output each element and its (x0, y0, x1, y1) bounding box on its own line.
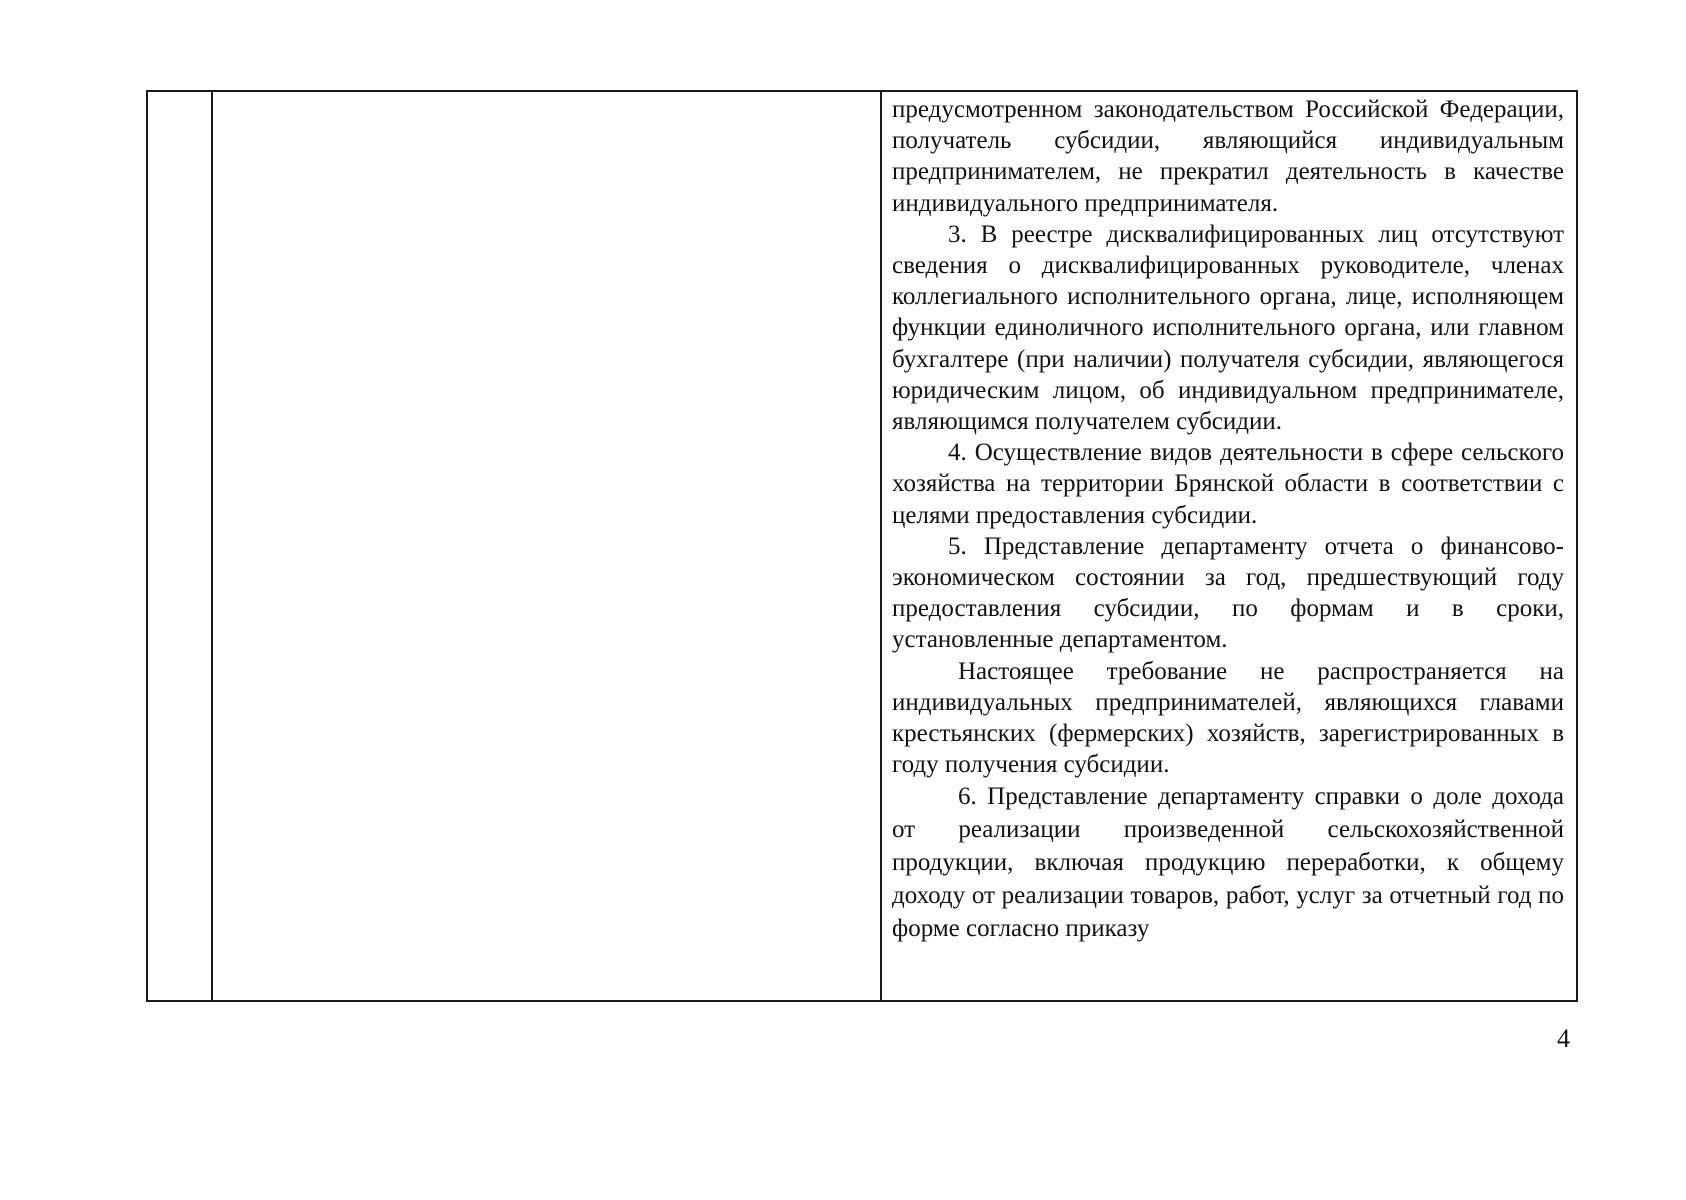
paragraph-item-3: 3. В реестре дисквалифицированных лиц отсутствуют сведения о дисквалифицированных руководителе, членах коллегиального исполнительного органа, лице, исполняющем функции единоличного исполнительного органа, или главном бухгалтере (при наличии) получателя субсидии, являющегося юридическим лицом, об индивидуальном предпринимателе, являющимся получателем субсидии. (892, 220, 1564, 436)
paragraph-continuation: предусмотренном законодательством Российской Федерации, получатель субсидии, являющийся индивидуальным предпринимателем, не прекратил деятельность в качестве индивидуального предпринимателя. (892, 96, 1564, 217)
text-cell (881, 91, 1577, 1001)
paragraph-exception-note: Настоящее требование не распространяется на индивидуальных предпринимателей, являющихся главами крестьянских (фермерских) хозяйств, зарегистрированных в году получения субсидии. (892, 657, 1564, 779)
number-cell (147, 91, 212, 1001)
paragraph-item-4: 4. Осуществление видов деятельности в сфере сельского хозяйства на территории Брянской области в соответствии с целями предоставления субсидии. (892, 439, 1564, 529)
name-cell (212, 91, 881, 1001)
paragraph-item-6: 6. Представление департаменту справки о доле дохода от реализации произведенной сельскохозяйственной продукции, включая продукцию переработки, к общему доходу от реализации товаров, работ, услуг за отчетный год по форме согласно приказу (892, 783, 1564, 943)
table-row (147, 91, 1577, 1001)
page-number: 4 (1557, 1024, 1570, 1053)
paragraph-item-5: 5. Представление департаменту отчета о финансово-экономическом состоянии за год, предшествующий году предоставления субсидии, по формам и в сроки, установленные департаментом. (892, 532, 1564, 654)
document-table (146, 90, 1578, 1002)
